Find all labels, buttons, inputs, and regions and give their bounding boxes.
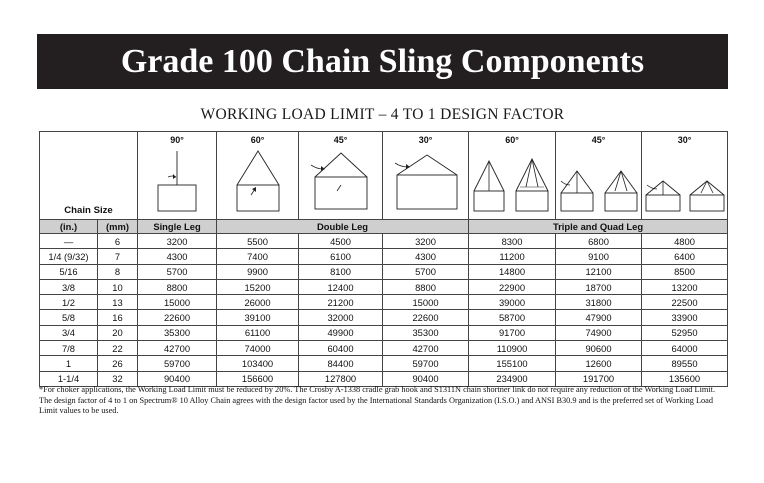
cell-d45: 21200: [299, 295, 383, 310]
diagram-triple-30: [642, 132, 728, 220]
cell-single: 15000: [138, 295, 217, 310]
cell-single: 5700: [138, 264, 217, 279]
single-leg-sling-icon: [142, 147, 212, 219]
cell-t45: 12600: [556, 356, 642, 371]
angle-label: 45°: [591, 135, 606, 145]
cell-t30: 22500: [642, 295, 728, 310]
cell-single: 8800: [138, 279, 217, 294]
cell-d30: 15000: [383, 295, 469, 310]
diagram-triple-60: [469, 132, 556, 220]
double-leg-45-sling-icon: [303, 147, 379, 219]
cell-t45: 6800: [556, 234, 642, 249]
cell-d45: 12400: [299, 279, 383, 294]
cell-t30: 33900: [642, 310, 728, 325]
diagram-double-60: [217, 132, 299, 220]
cell-in: 3/4: [40, 325, 98, 340]
diagram-double-45: [299, 132, 383, 220]
banner-title: Grade 100 Chain Sling Components: [37, 34, 728, 89]
cell-mm: 26: [98, 356, 138, 371]
angle-label: 60°: [505, 135, 519, 145]
cell-t45: 191700: [556, 371, 642, 386]
cell-d30: 35300: [383, 325, 469, 340]
cell-t60: 8300: [469, 234, 556, 249]
cell-t60: 91700: [469, 325, 556, 340]
table-row: [40, 325, 728, 340]
cell-mm: 10: [98, 279, 138, 294]
cell-d30: 5700: [383, 264, 469, 279]
table-row: [40, 249, 728, 264]
cell-t60: 11200: [469, 249, 556, 264]
triple-leg-30-sling-icon: [643, 147, 727, 219]
col-single-leg: Single Leg: [138, 220, 217, 234]
table-row: [40, 234, 728, 249]
cell-d60: 156600: [217, 371, 299, 386]
cell-t30: 8500: [642, 264, 728, 279]
cell-mm: 7: [98, 249, 138, 264]
wll-table: [39, 131, 728, 387]
cell-in: 5/8: [40, 310, 98, 325]
cell-d30: 3200: [383, 234, 469, 249]
angle-label: 30°: [418, 135, 433, 145]
cell-d30: 8800: [383, 279, 469, 294]
cell-t45: 12100: [556, 264, 642, 279]
diagram-single-90: [138, 132, 217, 220]
col-double-leg: Double Leg: [217, 220, 469, 234]
table-row: [40, 341, 728, 356]
cell-mm: 22: [98, 341, 138, 356]
cell-t30: 6400: [642, 249, 728, 264]
double-leg-60-sling-icon: [221, 147, 295, 219]
cell-d45: 127800: [299, 371, 383, 386]
cell-mm: 13: [98, 295, 138, 310]
cell-d60: 7400: [217, 249, 299, 264]
cell-single: 90400: [138, 371, 217, 386]
cell-in: 1: [40, 356, 98, 371]
cell-d60: 5500: [217, 234, 299, 249]
cell-mm: 8: [98, 264, 138, 279]
cell-d30: 42700: [383, 341, 469, 356]
cell-t45: 31800: [556, 295, 642, 310]
cell-t30: 4800: [642, 234, 728, 249]
cell-d30: 4300: [383, 249, 469, 264]
angle-label: 45°: [333, 135, 348, 145]
cell-mm: 16: [98, 310, 138, 325]
cell-t45: 74900: [556, 325, 642, 340]
cell-single: 4300: [138, 249, 217, 264]
cell-in: 1/4 (9/32): [40, 249, 98, 264]
diagram-triple-45: [556, 132, 642, 220]
cell-d45: 4500: [299, 234, 383, 249]
header-row: [40, 220, 728, 234]
diagram-double-30: [383, 132, 469, 220]
footnote: *For choker applications, the Working Load Limit must be reduced by 20%. The Crosby A-1338 cradle grab hook and S1311N chain shortner link do not require any reduction of the Working Load Limit. The design factor of 4 to 1 on Spectrum® 10 Alloy Chain agrees with the design factor used by the International Standards Organization (I.S.O.) and ANSI B30.9 and is the preferred set of Working Load Limit values to be used.: [39, 385, 716, 416]
cell-d60: 39100: [217, 310, 299, 325]
cell-d60: 61100: [217, 325, 299, 340]
cell-d60: 9900: [217, 264, 299, 279]
cell-d45: 60400: [299, 341, 383, 356]
cell-t30: 52950: [642, 325, 728, 340]
cell-d30: 59700: [383, 356, 469, 371]
cell-t60: 234900: [469, 371, 556, 386]
cell-t60: 155100: [469, 356, 556, 371]
cell-single: 59700: [138, 356, 217, 371]
cell-t60: 39000: [469, 295, 556, 310]
table-subtitle: WORKING LOAD LIMIT – 4 TO 1 DESIGN FACTOR: [200, 106, 565, 123]
table-row: [40, 264, 728, 279]
col-triple-quad-leg: Triple and Quad Leg: [469, 220, 728, 234]
cell-t60: 22900: [469, 279, 556, 294]
double-leg-30-sling-icon: [387, 147, 465, 219]
cell-d30: 22600: [383, 310, 469, 325]
cell-in: 5/16: [40, 264, 98, 279]
cell-d60: 74000: [217, 341, 299, 356]
cell-in: 7/8: [40, 341, 98, 356]
diagram-row: [40, 132, 728, 220]
triple-leg-60-sling-icon: [470, 147, 554, 219]
cell-d60: 103400: [217, 356, 299, 371]
cell-in: 3/8: [40, 279, 98, 294]
cell-d30: 90400: [383, 371, 469, 386]
cell-mm: 32: [98, 371, 138, 386]
cell-t60: 58700: [469, 310, 556, 325]
cell-t30: 64000: [642, 341, 728, 356]
cell-t30: 13200: [642, 279, 728, 294]
cell-single: 22600: [138, 310, 217, 325]
angle-label: 30°: [677, 135, 692, 145]
cell-t60: 14800: [469, 264, 556, 279]
cell-d45: 8100: [299, 264, 383, 279]
angle-label: 60°: [250, 135, 265, 145]
cell-t30: 135600: [642, 371, 728, 386]
cell-d45: 49900: [299, 325, 383, 340]
table-body: [40, 234, 728, 387]
cell-d60: 15200: [217, 279, 299, 294]
col-mm: (mm): [98, 220, 138, 234]
cell-d45: 32000: [299, 310, 383, 325]
chain-size-label: Chain Size: [64, 205, 113, 216]
cell-t60: 110900: [469, 341, 556, 356]
col-inches: (in.): [40, 220, 98, 234]
cell-t45: 9100: [556, 249, 642, 264]
cell-d45: 6100: [299, 249, 383, 264]
cell-in: 1/2: [40, 295, 98, 310]
cell-t45: 18700: [556, 279, 642, 294]
cell-t30: 89550: [642, 356, 728, 371]
table-row: [40, 356, 728, 371]
cell-single: 3200: [138, 234, 217, 249]
table-row: [40, 310, 728, 325]
table-row: [40, 279, 728, 294]
triple-leg-45-sling-icon: [557, 147, 641, 219]
cell-t45: 90600: [556, 341, 642, 356]
cell-d45: 84400: [299, 356, 383, 371]
cell-t45: 47900: [556, 310, 642, 325]
cell-d60: 26000: [217, 295, 299, 310]
cell-single: 35300: [138, 325, 217, 340]
cell-in: —: [40, 234, 98, 249]
table-row: [40, 295, 728, 310]
angle-label: 90°: [170, 135, 184, 145]
cell-mm: 6: [98, 234, 138, 249]
cell-single: 42700: [138, 341, 217, 356]
cell-mm: 20: [98, 325, 138, 340]
cell-in: 1-1/4: [40, 371, 98, 386]
chain-size-cell: [40, 132, 138, 220]
